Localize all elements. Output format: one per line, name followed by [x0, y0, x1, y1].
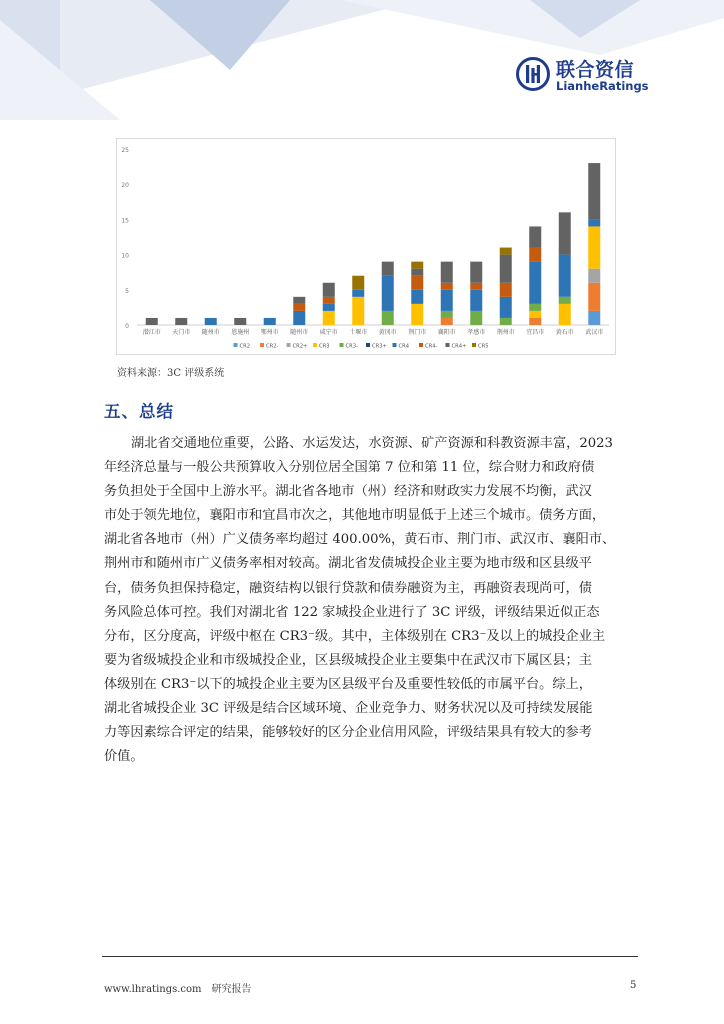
paragraph-line: 湖北省城投企业 3C 评级是结合区域环境、企业竞争力、财务状况以及可持续发展能 — [104, 701, 593, 717]
legend-swatch — [340, 343, 344, 347]
footer-rule — [102, 956, 638, 957]
bar-segment — [588, 163, 600, 219]
legend-swatch — [287, 343, 291, 347]
bar-segment — [382, 311, 394, 325]
bar-segment — [588, 226, 600, 268]
bar-segment — [529, 311, 541, 318]
bar-segment — [411, 269, 423, 276]
x-tick-label: 黄冈市 — [378, 329, 397, 336]
bar-segment — [529, 262, 541, 304]
bar-segment — [323, 297, 335, 304]
x-tick-label: 随州市 — [290, 329, 309, 336]
bar-segment — [559, 212, 571, 254]
bar-segment — [559, 304, 571, 325]
paragraph-line: 务负担处于全国中上游水平。湖北省各地市（州）经济和财政实力发展不均衡，武汉 — [104, 484, 592, 500]
x-tick-label: 随州市 — [201, 329, 220, 336]
paragraph-line: 要为省级城投企业和市级城投企业，区县级城投企业主要集中在武汉市下属区县；主 — [104, 652, 592, 668]
x-tick-label: 十堰市 — [349, 329, 368, 336]
x-tick-label: 天门市 — [172, 329, 191, 336]
legend-swatch — [313, 343, 317, 347]
x-tick-label: 荆门市 — [408, 329, 427, 336]
stacked-bar-chart — [116, 138, 616, 355]
y-tick-label: 25 — [121, 147, 129, 154]
legend-swatch — [446, 343, 450, 347]
bar-segment — [382, 262, 394, 276]
section-title: 五、总结 — [104, 402, 174, 421]
brand-name-cn: 联合资信 — [556, 59, 635, 81]
legend-label: CR5 — [478, 343, 489, 350]
bar-segment — [352, 290, 364, 297]
legend-label: CR2- — [266, 343, 279, 350]
legend-swatch — [234, 343, 238, 347]
paragraph-line: 分布，区分度高，评级中枢在 CR3⁻级。其中，主体级别在 CR3⁻及以上的城投企业主 — [104, 628, 606, 644]
bar-segment — [470, 290, 482, 311]
bar-segment — [470, 262, 482, 283]
paragraph-line: 市处于领先地位，襄阳市和宜昌市次之，其他地市明显低于上述三个城市。债务方面， — [104, 508, 606, 524]
lh-logo-icon — [516, 57, 550, 91]
bar-segment — [411, 262, 423, 269]
bar-segment — [293, 311, 305, 325]
legend-label: CR3- — [345, 343, 358, 350]
y-tick-label: 10 — [121, 252, 129, 260]
bar-segment — [559, 297, 571, 304]
legend-swatch — [393, 343, 397, 347]
legend-label: CR3 — [319, 343, 330, 350]
y-tick-label: 5 — [125, 287, 129, 295]
legend-label: CR4- — [425, 343, 438, 350]
paragraph-line: 荆州市和随州市广义债务率相对较高。湖北省发债城投企业主要为地市级和区县级平 — [104, 556, 592, 572]
bar-segment — [411, 290, 423, 304]
bar-segment — [529, 248, 541, 262]
paragraph-line: 务风险总体可控。我们对湖北省 122 家城投企业进行了 3C 评级，评级结果近似正态 — [104, 604, 600, 620]
bar-segment — [588, 311, 600, 325]
bar-segment — [500, 297, 512, 318]
legend-label: CR4 — [398, 343, 410, 350]
bar-segment — [588, 269, 600, 283]
x-tick-label: 鄂州市 — [260, 329, 279, 336]
bar-segment — [500, 255, 512, 283]
bar-segment — [441, 311, 453, 318]
legend-swatch — [419, 343, 423, 347]
bar-segment — [411, 304, 423, 325]
bar-segment — [470, 311, 482, 325]
paragraph-line: 湖北省交通地位重要，公路、水运发达，水资源、矿产资源和科教资源丰富，2023 — [131, 436, 613, 451]
bar-segment — [441, 290, 453, 311]
brand-name-en: LianheRatings — [556, 79, 649, 93]
chart-source: 资料来源：3C 评级系统 — [117, 368, 225, 379]
x-tick-label: 恩施州 — [231, 329, 250, 336]
footer-site: www.lhratings.com 研究报告 — [104, 984, 252, 995]
bar-segment — [205, 318, 217, 325]
bar-segment — [500, 318, 512, 325]
bar-segment — [352, 297, 364, 325]
paragraph-line: 体级别在 CR3⁻以下的城投企业主要为区县级平台及重要性较低的市属平台。综上， — [104, 676, 592, 692]
bar-segment — [352, 276, 364, 290]
bar-segment — [559, 255, 571, 297]
bar-segment — [500, 248, 512, 255]
summary-paragraph — [104, 432, 636, 769]
chart-canvas — [117, 139, 615, 354]
bar-segment — [470, 283, 482, 290]
bar-segment — [175, 318, 187, 325]
bar-segment — [323, 304, 335, 311]
bar-segment — [588, 283, 600, 311]
bar-segment — [234, 318, 246, 325]
x-tick-label: 黄石市 — [555, 329, 574, 336]
paragraph-line: 年经济总量与一般公共预算收入分别位居全国第 7 位和第 11 位，综合财力和政府债 — [104, 460, 595, 476]
bar-segment — [264, 318, 276, 325]
brand-logo — [516, 55, 649, 95]
page-number: 5 — [630, 980, 637, 991]
paragraph-line: 价值。 — [104, 749, 144, 765]
legend-label: CR2+ — [292, 343, 308, 350]
bar-segment — [323, 283, 335, 297]
bar-segment — [441, 283, 453, 290]
paragraph-line: 台，债务负担保持稳定，融资结构以银行贷款和债券融资为主，再融资表现尚可，债 — [104, 580, 592, 596]
bar-segment — [529, 304, 541, 311]
x-tick-label: 孝感市 — [467, 329, 486, 336]
bar-segment — [529, 226, 541, 247]
paragraph-line: 湖北省各地市（州）广义债务率均超过 400.00%，黄石市、荆门市、武汉市、襄阳市、 — [104, 532, 616, 548]
legend-swatch — [366, 343, 370, 347]
bar-segment — [323, 311, 335, 325]
y-tick-label: 15 — [121, 217, 129, 225]
bar-segment — [411, 276, 423, 290]
bar-segment — [588, 219, 600, 226]
bar-segment — [441, 318, 453, 325]
bar-segment — [293, 297, 305, 304]
y-tick-label: 20 — [121, 182, 129, 190]
x-tick-label: 襄阳市 — [437, 329, 456, 336]
bar-segment — [441, 262, 453, 283]
legend-label: CR4+ — [451, 343, 467, 350]
x-tick-label: 潜江市 — [142, 329, 161, 336]
legend-label: CR2 — [239, 343, 251, 350]
paragraph-line: 力等因素综合评定的结果，能够较好的区分企业信用风险，评级结果具有较大的参考 — [104, 725, 592, 741]
bar-segment — [500, 283, 512, 297]
legend-swatch — [472, 343, 476, 347]
x-tick-label: 咸宁市 — [319, 329, 338, 336]
x-tick-label: 宜昌市 — [526, 329, 545, 336]
legend-label: CR3+ — [372, 343, 387, 350]
y-tick-label: 0 — [125, 323, 129, 330]
bar-segment — [146, 318, 158, 325]
legend-swatch — [260, 343, 264, 347]
x-tick-label: 荆州市 — [496, 329, 515, 336]
bar-segment — [529, 318, 541, 325]
bar-segment — [293, 304, 305, 311]
x-tick-label: 武汉市 — [585, 329, 604, 336]
bar-segment — [382, 276, 394, 311]
